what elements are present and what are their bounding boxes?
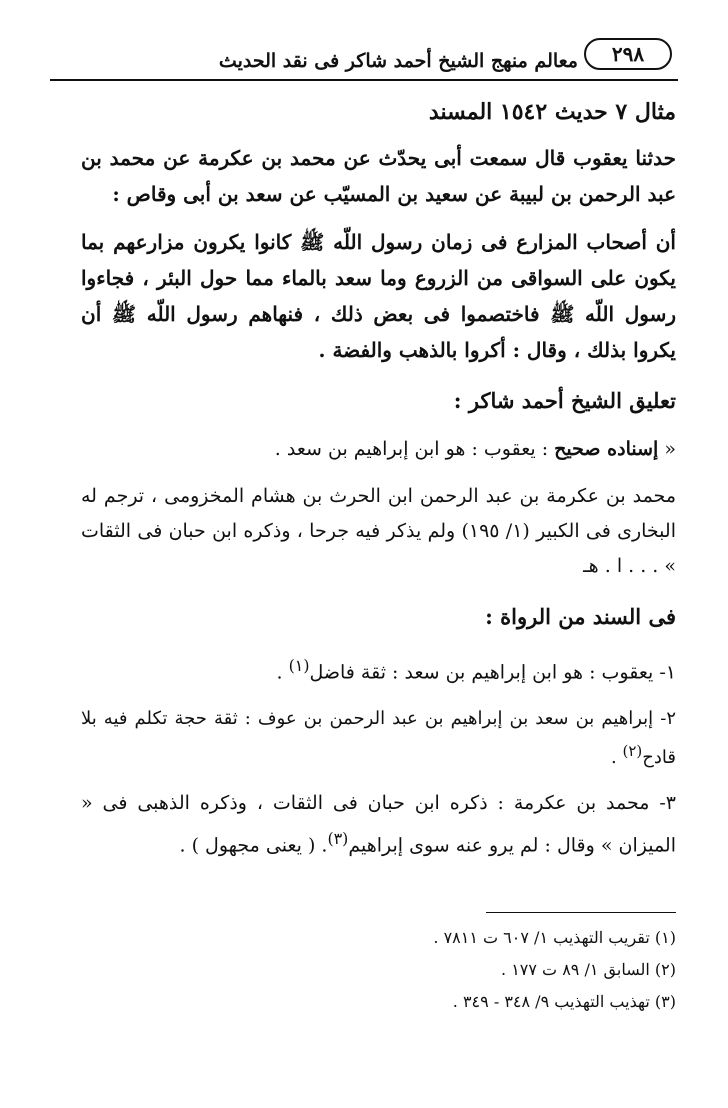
narrators-heading: فى السند من الرواة : (485, 604, 676, 629)
narrator-item-2 (81, 702, 676, 774)
footnote-1: (١) تقريب التهذيب ١/ ٦٠٧ ت ٧٨١١ . (433, 928, 676, 947)
example-heading: مثال ٧ حديث ١٥٤٢ المسند (428, 99, 676, 125)
footnote-ref-1: (١) (288, 656, 310, 675)
narrator-2-text: ٢- إبراهيم بن سعد بن إبراهيم بن عبد الرحمن بن عوف : ثقة حجة تكلم فيه بلا قادح (81, 708, 676, 769)
narrator-3-text: ٣- محمد بن عكرمة : ذكره ابن حبان فى الثقات ، وذكره الذهبى فى « الميزان » وقال : لم يرو عنه سوى إبراهيم (81, 792, 676, 857)
comment-paragraph-1 (81, 432, 676, 467)
isnad-paragraph: حدثنا يعقوب قال سمعت أبى يحدّث عن محمد بن عكرمة عن محمد بن عبد الرحمن بن لبيبة عن سعيد بن المسيّب عن سعد بن أبى وقاص : (81, 146, 676, 206)
quote-open: « (658, 438, 676, 460)
footnote-2: (٢) السابق ١/ ٨٩ ت ١٧٧ . (501, 960, 676, 979)
narrator-item-3 (81, 786, 676, 863)
footnote-ref-2: (٢) (622, 742, 643, 761)
matn-paragraph: أن أصحاب المزارع فى زمان رسول اللّه ﷺ كانوا يكرون مزارعهم بما يكون على السواقى من الزروع وما سعد بالماء مما حول البئر ، فجاءوا رسول اللّه ﷺ فاختصموا فى بعض ذلك ، فنهاهم رسول اللّه ﷺ أن يكروا بذلك ، وقال : أكروا بالذهب والفضة . (81, 230, 676, 362)
comment-verdict: إسناده صحيح (554, 438, 659, 460)
running-header-title: معالم منهج الشيخ أحمد شاكر فى نقد الحديث (218, 50, 578, 72)
narrator-2-period: . (611, 747, 623, 769)
footnote-ref-3: (٣) (327, 829, 349, 849)
narrator-1-text: ١- يعقوب : هو ابن إبراهيم بن سعد : ثقة فاضل (309, 661, 676, 684)
comment-heading: تعليق الشيخ أحمد شاكر : (453, 388, 676, 413)
header-divider (50, 79, 678, 81)
narrator-item-1 (81, 648, 676, 690)
comment-rest: : يعقوب : هو ابن إبراهيم بن سعد . (274, 438, 555, 460)
narrator-1-period: . (276, 661, 289, 684)
page-number-badge: ٢٩٨ (584, 38, 672, 70)
footnote-3: (٣) تهذيب التهذيب ٩/ ٣٤٨ - ٣٤٩ . (452, 992, 676, 1011)
narrator-3-note: . ( يعنى مجهول ) . (179, 834, 328, 857)
footnotes (81, 922, 676, 1018)
comment-paragraph-2: محمد بن عكرمة بن عبد الرحمن ابن الحرث بن هشام المخزومى ، ترجم له البخارى فى الكبير (١/ ١٩٥) ولم يذكر فيه جرحا ، وذكره ابن حبان فى الثقات » . . . ا . هـ (81, 485, 676, 577)
page-content (81, 90, 676, 876)
footnote-divider (486, 912, 676, 913)
